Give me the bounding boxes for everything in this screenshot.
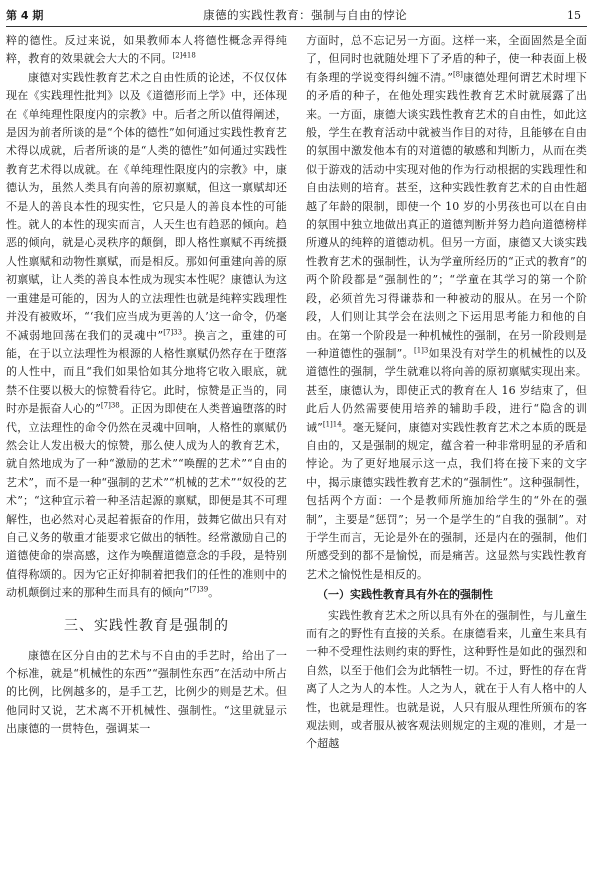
body-columns — [6, 32, 587, 866]
paragraph-text: 。 — [208, 586, 220, 600]
citation: [8] — [452, 70, 463, 79]
running-header — [6, 4, 587, 27]
citation: [7]39 — [189, 585, 209, 594]
paragraph-text: 方面时，总不忘记另一方面。这样一来，全面固然是全面了，但同时也就随处埋下了矛盾的种子，使一种表面上极有条理的学说变得纠缠不清。” — [306, 34, 587, 84]
paragraph — [306, 32, 587, 584]
subsection-heading: （一）实践性教育具有外在的强制性 — [317, 588, 493, 602]
citation: [1]14 — [322, 419, 342, 428]
citation: [1]3 — [413, 346, 429, 355]
paragraph-text: 。正因为即使在人类普遍堕落的时代，立法理性的命令仍然在灵魂中回响，人格性的禀赋仍然会让人发出极大的惊赞，那么使人成为人的教育艺术，就自然地成为了一种“激励的艺术”“唤醒的艺术”“自由的艺术”，而不是一种“强制的艺术”“机械的艺术”“奴役的艺术”；“这种宜示着一种圣洁起源的禀赋，即便是其不可理解性，也必然对心灵起着振奋的作用，鼓舞它做出只有对自己义务的敬重才能要求它做出的牺牲。经常激励自己的道德使命的崇高感，这作为唤醒道德意念的手段，是特别值得称颂的。因为它正好抑制着把我们的任性的准则中的动机颠倒过来的那种生而具有的倾向” — [6, 402, 287, 600]
paragraph-text: 如果没有对学生的机械性的以及道德性的强制，学生就难以将向善的原初禀赋实现出来。甚至，康德认为，即使正式的教育在人 16 岁结束了，但此后人仍然需要使用培养的辅助手段，进行“隐含的训诫” — [306, 346, 587, 434]
citation: [7]38 — [100, 401, 120, 410]
citation: [7]33 — [163, 327, 183, 336]
paragraph-text: 康德在区分自由的艺术与不自由的手艺时，给出了一个标准，就是“机械性的东西”“强制性东西”在活动中所占的比例，比例越多的，是手工艺，比例少的则是艺术。但他同时又说，艺术离不开机械性、强制性。“这里就显示出康德的一贯特色，强调某一 — [6, 648, 287, 736]
paragraph — [6, 647, 287, 739]
paragraph-text: 粹的德性。反过来说，如果教师本人将德性概念弄得纯粹，教育的效果就会大大的不同。 — [6, 34, 287, 66]
right-column — [306, 32, 587, 866]
paragraph-text: 康德对实践性教育艺术之自由性质的论述，不仅仅体现在《实践理性批判》以及《道德形而上学》中，还体现在《单纯理性限度内的宗教》中。后者之所以值得阐述，是因为前者所谈的是“个体的德性”如何通过实践性教育艺术得以成就，后者所谈的是“人类的德性”如何通过实践性教育艺术得以成就。在《单纯理性限度内的宗教》中，康德认为，虽然人类具有向善的原初禀赋，但这一禀赋却还不是人的善良本性的现实性，它只是人的善良本性的可能性。就人的本性的现实而言，人天生也有趋恶的倾向。趋恶的倾向，就是心灵秩序的颠倒，即人格性禀赋不再统摄人性禀赋和动物性禀赋，而是相反。那如何重建向善的原初禀赋，让人类的善良本性成为现实本性呢？康德认为这一重建是可能的，因为人的立法理性也就是纯粹实践理性并没有被败坏，“‘我们应当成为更善的人’这一命令，仍毫不减弱地回荡在我们的灵魂中” — [6, 70, 287, 342]
paragraph — [306, 607, 587, 754]
paragraph — [6, 69, 287, 603]
paragraph — [6, 32, 287, 69]
section-heading: 三、实践性教育是强制的 — [64, 617, 229, 634]
citation: [2]418 — [172, 51, 196, 60]
paragraph-text: 康德处理何谓艺术时埋下的矛盾的种子，在他处理实践性教育艺术时就展露了出来。一方面，康德大谈实践性教育艺术的自由性，如此这般，学生在教育活动中就被当作目的对待，且能够在自由的氛围中激发他本有的对道德的敏感和判断力，从而在类似于游戏的活动中实现对他的作为行动根据的实践理性和自由法则的培育。甚至，这种实践性教育艺术的自由性超越了年龄的限制，即使一个 10 岁的小男孩也可以在自由的氛围中独立地做出真正的道德判断并努力趋向道德榜样所遵从的纯粹的道德动机。但另一方面，康德又大谈实践性教育艺术的强制性，认为学童所经历的“正式的教育”的两个阶段都是“强制性的”；“学童在其学习的第一个阶段，必须首先习得谦恭和一种被动的服从。在另一个阶段，人们则让其学会在法则之下运用思考能力和他的自由。在第一个阶段是一种机械性的强制，在另一阶段则是一种道德性的强制”。 — [306, 70, 587, 360]
running-title: 康德的实践性教育：强制与自由的悖论 — [203, 8, 408, 22]
left-column — [6, 32, 287, 866]
paragraph-text: 。换言之，重建的可能，在于以立法理性为根源的人格性禀赋仍然存在于堕落的人性中，而且“我们如果恰如其分地将它收入眼底，就禁不住要以极大的惊赞看待它。此时，惊赞是正当的，同时亦是振奋人心的” — [6, 328, 287, 416]
paragraph-text: 实践性教育艺术之所以具有外在的强制性，与儿童生而有之的野性有直接的关系。在康德看来，儿童生来具有一种不受理性法则约束的野性，这种野性是如此的强烈和自然，以至于他们会为此牺牲一切。不过，野性的存在背离了人之为人的本性。人之为人，就在于人有人格中的人性，也就是理性。也就是说，人只有服从理性所颁布的客观法则，或者服从被客观法则规定的主观的准则，才是一个超越 — [306, 608, 587, 751]
page-number: 15 — [566, 8, 581, 22]
paragraph-text: 。毫无疑问，康德对实践性教育艺术之本质的既是自由的，又是强制的规定，蕴含着一种非常明显的矛盾和悖论。为了更好地展示这一点，我们将在接下来的文字中，揭示康德实践性教育艺术的“强制性”。这种强制性，包括两个方面：一个是教师所施加给学生的“外在的强制”，主要是“惩罚”；另一个是学生的“自我的强制”。对于学生而言，无论是外在的强制，还是内在的强制，他们所感受到的都不是愉悦，而是痛苦。这显然与实践性教育艺术之愉悦性是相反的。 — [306, 420, 587, 581]
issue-number: 第 4 期 — [6, 9, 44, 22]
